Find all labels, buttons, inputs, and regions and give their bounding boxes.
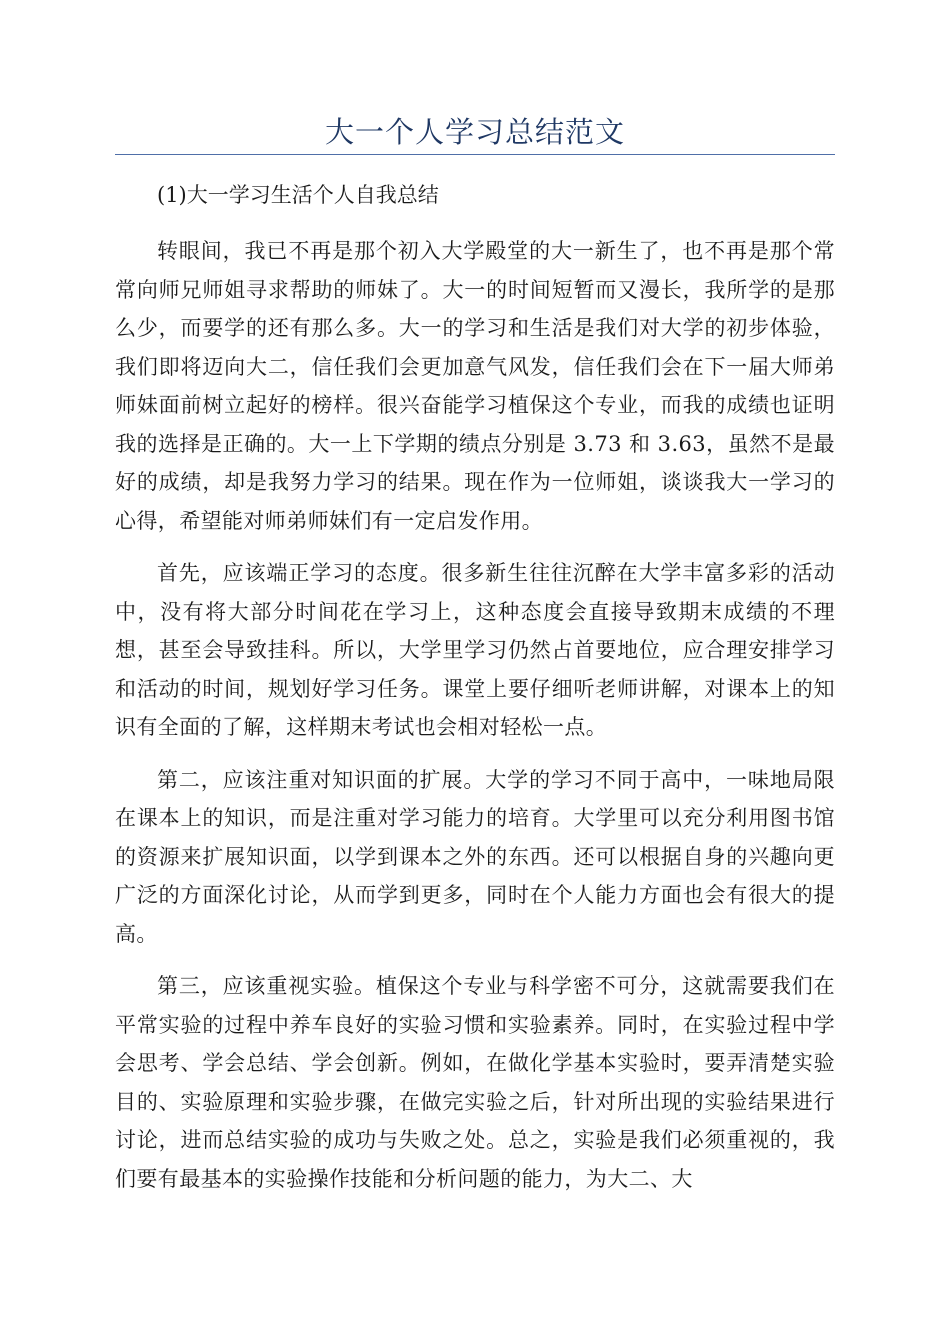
title-divider: [115, 154, 835, 155]
paragraph-third: 第三，应该重视实验。植保这个专业与科学密不可分，这就需要我们在平常实验的过程中养车良好的实验习惯和实验素养。同时，在实验过程中学会思考、学会总结、学会创新。例如，在做化学基本实验时，要弄清楚实验目的、实验原理和实验步骤，在做完实验之后，针对所出现的实验结果进行讨论，进而总结实验的成功与失败之处。总之，实验是我们必须重视的，我们要有最基本的实验操作技能和分析问题的能力，为大二、大: [115, 974, 835, 1191]
document-body: [115, 176, 835, 1212]
paragraph-intro: 转眼间，我已不再是那个初入大学殿堂的大一新生了，也不再是那个常常向师兄师姐寻求帮助的师妹了。大一的时间短暂而又漫长，我所学的是那么少，而要学的还有那么多。大一的学习和生活是我们对大学的初步体验，我们即将迈向大二，信任我们会更加意气风发，信任我们会在下一届大师弟师妹面前树立起好的榜样。很兴奋能学习植保这个专业，而我的成绩也证明我的选择是正确的。大一上下学期的绩点分别是 3.73 和 3.63，虽然不是最好的成绩，却是我努力学习的结果。现在作为一位师姐，谈谈我大一学习的心得，希望能对师弟师妹们有一定启发作用。: [115, 239, 835, 533]
paragraph-first: 首先，应该端正学习的态度。很多新生往往沉醉在大学丰富多彩的活动中，没有将大部分时间花在学习上，这种态度会直接导致期末成绩的不理想，甚至会导致挂科。所以，大学里学习仍然占首要地位，应合理安排学习和活动的时间，规划好学习任务。课堂上要仔细听老师讲解，对课本上的知识有全面的了解，这样期末考试也会相对轻松一点。: [115, 561, 835, 739]
paragraph-second: 第二，应该注重对知识面的扩展。大学的学习不同于高中，一味地局限在课本上的知识，而是注重对学习能力的培育。大学里可以充分利用图书馆的资源来扩展知识面，以学到课本之外的东西。还可以根据自身的兴趣向更广泛的方面深化讨论，从而学到更多，同时在个人能力方面也会有很大的提高。: [115, 767, 835, 946]
document-title: 大一个人学习总结范文: [324, 115, 625, 149]
section-subheading: (1)大一学习生活个人自我总结: [157, 183, 439, 207]
